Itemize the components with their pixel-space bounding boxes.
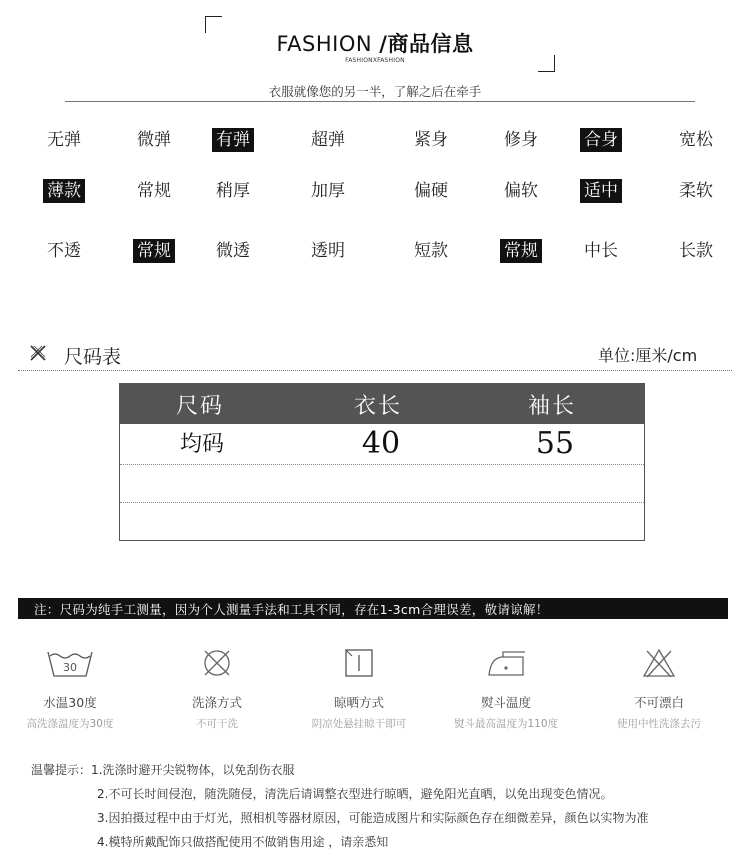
attribute-item: 长款: [679, 241, 713, 261]
attribute-item: 常规: [133, 239, 175, 263]
tagline: 衣服就像您的另一半，了解之后在牵手: [268, 84, 482, 99]
attribute-item: 适中: [580, 179, 622, 203]
tips-item: 1.洗涤时避开尖锐物体，以免刮伤衣服: [91, 763, 295, 777]
attribute-item: 透明: [311, 241, 345, 261]
attribute-item: 不透: [47, 241, 81, 261]
tips-item: 3.因拍摄过程中由于灯光，照相机等器材原因，可能造成图片和实际颜色存在细微差异，颜色以实物为准: [97, 811, 649, 825]
tips-label: 温馨提示：: [31, 763, 92, 777]
care-desc: 高洗涤温度为30度: [26, 718, 114, 730]
care-name: 水温30度: [43, 695, 97, 710]
care-item-dry-method: [289, 647, 429, 731]
attribute-item: 柔软: [679, 181, 713, 201]
attribute-item: 宽松: [679, 130, 713, 150]
attribute-item: 短款: [414, 241, 448, 261]
tips-item: 2.不可长时间侵泡，随洗随侵，清洗后请调整衣型进行晾晒，避免阳光直晒，以免出现变色情况。: [97, 787, 613, 801]
title-en: FASHION: [276, 32, 373, 56]
care-name: 熨斗温度: [480, 695, 531, 710]
table-header-cell: 衣长: [353, 394, 403, 419]
attribute-item: 偏软: [504, 181, 538, 201]
note-text: 注：尺码为纯手工测量，因为个人测量手法和工具不同，存在1-3cm合理误差，敬请谅解！: [34, 602, 549, 617]
attribute-item: 微透: [216, 241, 250, 261]
table-header-cell: 袖长: [527, 394, 577, 419]
page-title: [0, 28, 750, 58]
cross-icon: [28, 343, 48, 363]
no-bleach-icon: [641, 647, 677, 679]
attribute-item: 紧身: [414, 130, 448, 150]
title-cn: /商品信息: [379, 32, 474, 56]
attribute-item: 微弹: [137, 130, 171, 150]
attribute-item: 偏硬: [414, 181, 448, 201]
tips-item: 4.模特所戴配饰只做搭配使用不做销售用途 ，请亲悉知: [97, 835, 389, 849]
table-header: [120, 384, 644, 424]
care-name: 洗涤方式: [191, 695, 242, 710]
attribute-item: 合身: [580, 128, 622, 152]
hang-dry-icon: [343, 647, 375, 679]
attribute-item: 稍厚: [216, 181, 250, 201]
note-bar: [18, 598, 728, 619]
page-subtitle: FASHIONXFASHION: [345, 57, 405, 64]
attribute-item: 有弹: [212, 128, 254, 152]
attribute-item: 常规: [137, 181, 171, 201]
table-row-divider: [120, 464, 644, 465]
no-wring-icon: [199, 647, 235, 679]
table-cell: 55: [535, 426, 575, 461]
attribute-item: 中长: [584, 241, 618, 261]
size-chart-title: 尺码表: [64, 346, 122, 368]
care-name: 不可漂白: [633, 695, 684, 710]
attribute-item: 加厚: [311, 181, 345, 201]
attribute-item: 无弹: [47, 130, 81, 150]
care-name: 晾晒方式: [333, 695, 384, 710]
attribute-item: 薄款: [43, 179, 85, 203]
wash-30-icon: [45, 647, 95, 679]
attribute-item: 常规: [500, 239, 542, 263]
header-divider: [65, 101, 695, 102]
iron-icon: [483, 647, 529, 679]
care-desc: 阴凉处悬挂晾干即可: [311, 718, 407, 730]
table-cell: 40: [361, 426, 401, 461]
table-header-cell: 尺码: [175, 394, 225, 419]
care-desc: 使用中性洗涤去污: [617, 718, 701, 730]
section-divider: [18, 370, 732, 371]
size-chart-unit: 单位:厘米/cm: [598, 346, 698, 365]
care-item-wash-temp: [0, 647, 140, 731]
tips-line-1: [31, 761, 294, 778]
care-item-iron: [436, 647, 576, 731]
svg-text:30: 30: [63, 661, 77, 674]
care-item-wash-method: [147, 647, 287, 731]
care-desc: 不可干洗: [196, 718, 238, 730]
size-table: [119, 383, 645, 541]
care-item-no-bleach: [589, 647, 729, 731]
table-cell: 均码: [179, 432, 225, 457]
attribute-item: 超弹: [311, 130, 345, 150]
table-row-divider: [120, 502, 644, 503]
care-desc: 熨斗最高温度为110度: [453, 718, 559, 730]
attribute-item: 修身: [504, 130, 538, 150]
